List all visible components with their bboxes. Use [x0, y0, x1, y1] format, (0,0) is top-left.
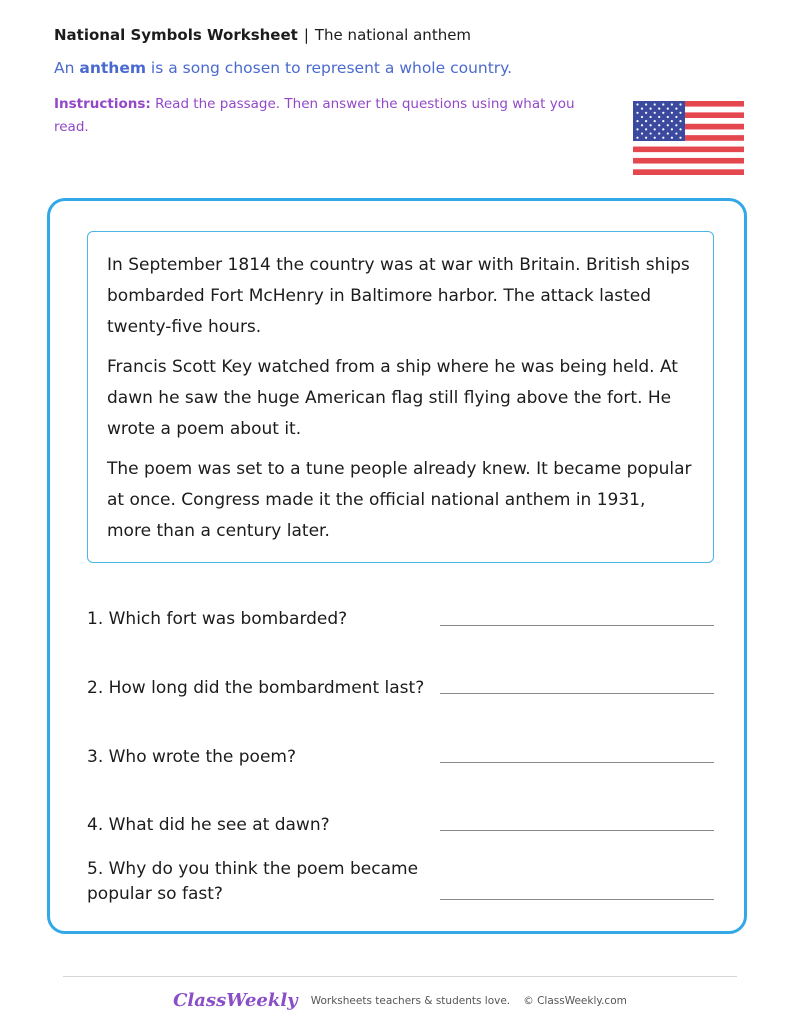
flag-star: [654, 128, 656, 130]
flag-star: [636, 112, 638, 114]
definition-line: [54, 59, 512, 77]
flag-star: [645, 112, 647, 114]
flag-star: [654, 120, 656, 122]
flag-star: [636, 137, 638, 139]
flag-star: [641, 124, 643, 126]
flag-star: [679, 128, 681, 130]
flag-star: [679, 120, 681, 122]
instructions-text: Read the passage. Then answer the questions using what you read.: [54, 96, 575, 135]
definition-term: anthem: [79, 59, 146, 77]
flag-star: [645, 120, 647, 122]
definition-prefix: An: [54, 59, 75, 77]
flag-star: [654, 112, 656, 114]
definition-text: is a song chosen to represent a whole country.: [150, 59, 513, 77]
flag-star: [679, 137, 681, 139]
answer-line-3[interactable]: [440, 762, 714, 763]
answer-line-5[interactable]: [440, 899, 714, 900]
flag-star: [658, 132, 660, 134]
flag-stripe: [633, 152, 744, 158]
flag-star: [650, 124, 652, 126]
worksheet-topic: The national anthem: [314, 26, 472, 44]
instructions: [54, 93, 584, 139]
flag-stripe: [633, 158, 744, 164]
header-separator: |: [303, 26, 309, 44]
answer-line-1[interactable]: [440, 625, 714, 626]
flag-stripe: [633, 147, 744, 153]
flag-star: [662, 137, 664, 139]
flag-star: [658, 124, 660, 126]
footer: [0, 990, 800, 1011]
footer-divider: [63, 976, 737, 977]
flag-star: [654, 103, 656, 105]
flag-star: [667, 124, 669, 126]
flag-star: [675, 132, 677, 134]
flag-star: [679, 112, 681, 114]
flag-star: [650, 108, 652, 110]
passage-paragraph: The poem was set to a tune people already knew. It became popular at once. Congress made it the official national anthem in 1931, more than a century later.: [107, 459, 692, 541]
footer-tagline: Worksheets teachers & students love.: [310, 994, 511, 1007]
question-3: 3. Who wrote the poem?: [87, 747, 296, 767]
flag-star: [671, 112, 673, 114]
reading-passage: [87, 231, 714, 563]
passage-paragraph: In September 1814 the country was at war with Britain. British ships bombarded Fort McHenry in Baltimore harbor. The attack lasted twenty-five hours.: [107, 255, 690, 337]
flag-star: [645, 103, 647, 105]
flag-star: [671, 120, 673, 122]
flag-star: [650, 116, 652, 118]
flag-star: [645, 137, 647, 139]
flag-star: [645, 128, 647, 130]
flag-star: [636, 128, 638, 130]
flag-stripe: [633, 164, 744, 170]
flag-star: [675, 124, 677, 126]
flag-star: [671, 137, 673, 139]
flag-star: [671, 128, 673, 130]
flag-star: [675, 108, 677, 110]
flag-star: [636, 120, 638, 122]
flag-stripe: [633, 141, 744, 147]
instructions-label: Instructions:: [54, 96, 151, 112]
flag-star: [654, 137, 656, 139]
brand-logo: ClassWeekly: [173, 990, 298, 1011]
flag-stripe: [633, 169, 744, 175]
worksheet-title: National Symbols Worksheet: [54, 26, 298, 44]
flag-star: [667, 116, 669, 118]
flag-star: [641, 132, 643, 134]
flag-star: [662, 103, 664, 105]
question-2: 2. How long did the bombardment last?: [87, 678, 425, 698]
question-5: 5. Why do you think the poem became popular so fast?: [87, 859, 419, 904]
answer-line-2[interactable]: [440, 693, 714, 694]
flag-star: [641, 108, 643, 110]
flag-star: [658, 108, 660, 110]
flag-star: [667, 132, 669, 134]
question-4: 4. What did he see at dawn?: [87, 815, 330, 835]
flag-star: [650, 132, 652, 134]
worksheet-header: [54, 26, 471, 44]
flag-star: [679, 103, 681, 105]
flag-star: [671, 103, 673, 105]
flag-star: [662, 112, 664, 114]
us-flag-icon: [633, 101, 744, 175]
flag-star: [662, 128, 664, 130]
flag-star: [662, 120, 664, 122]
question-1: 1. Which fort was bombarded?: [87, 609, 348, 629]
flag-star: [675, 116, 677, 118]
footer-copyright: © ClassWeekly.com: [523, 994, 627, 1007]
flag-star: [636, 103, 638, 105]
passage-paragraph: Francis Scott Key watched from a ship where he was being held. At dawn he saw the huge American flag still flying above the fort. He wrote a poem about it.: [107, 357, 678, 439]
flag-canton: [633, 101, 685, 141]
flag-star: [667, 108, 669, 110]
flag-star: [641, 116, 643, 118]
flag-star: [658, 116, 660, 118]
answer-line-4[interactable]: [440, 830, 714, 831]
